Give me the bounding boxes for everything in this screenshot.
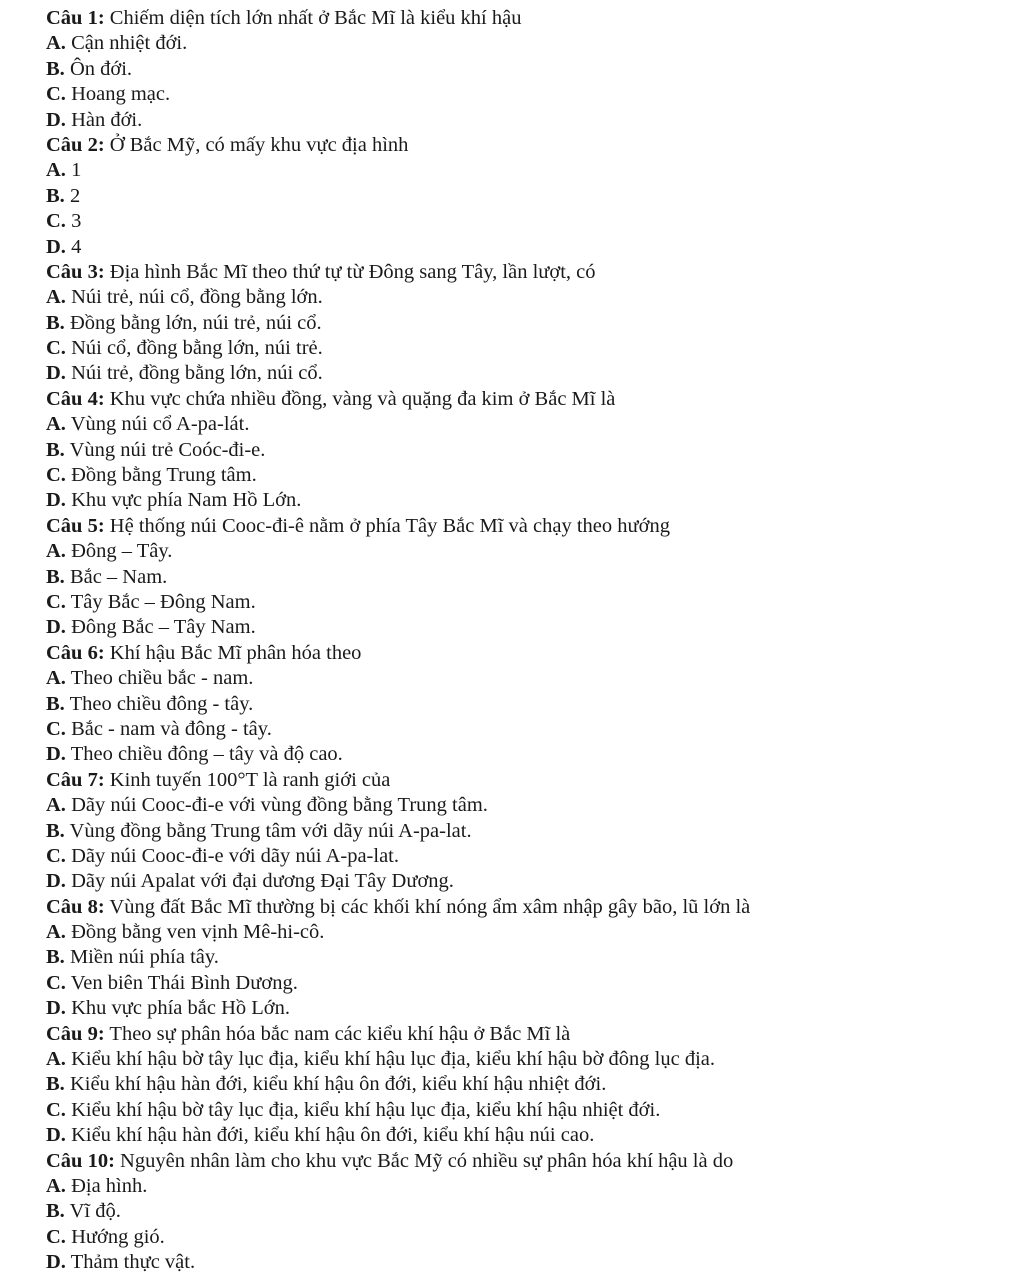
option-text: Núi trẻ, núi cổ, đồng bằng lớn. — [65, 286, 323, 309]
answer-option — [46, 971, 1006, 996]
option-letter: D. — [46, 870, 66, 893]
question-stem — [46, 1149, 1006, 1174]
option-letter: A. — [46, 32, 66, 55]
answer-option — [46, 488, 1006, 513]
option-text: Kiểu khí hậu hàn đới, kiểu khí hậu ôn đới, kiểu khí hậu núi cao. — [65, 1124, 595, 1147]
answer-option — [46, 235, 1006, 260]
question-text: Kinh tuyến 100°T là ranh giới của — [104, 768, 391, 791]
question-text: Hệ thống núi Cooc-đi-ê nằm ở phía Tây Bắc Mĩ và chạy theo hướng — [104, 514, 670, 537]
option-letter: D. — [46, 1124, 66, 1147]
option-letter: D. — [46, 235, 66, 258]
option-text: Kiểu khí hậu hàn đới, kiểu khí hậu ôn đới, kiểu khí hậu nhiệt đới. — [64, 1073, 607, 1096]
option-text: Vùng núi trẻ Coóc-đi-e. — [64, 438, 266, 461]
answer-option — [46, 615, 1006, 640]
option-letter: B. — [46, 57, 65, 80]
option-text: Đồng bằng ven vịnh Mê-hi-cô. — [65, 921, 325, 944]
option-text: Vĩ độ. — [64, 1200, 121, 1223]
option-letter: C. — [46, 210, 66, 233]
question-2 — [46, 133, 1006, 260]
answer-option — [46, 438, 1006, 463]
question-8 — [46, 895, 1006, 1022]
option-letter: A. — [46, 159, 66, 182]
answer-option — [46, 31, 1006, 56]
option-letter: A. — [46, 794, 66, 817]
option-text: Khu vực phía bắc Hồ Lớn. — [65, 997, 290, 1020]
answer-option — [46, 463, 1006, 488]
option-text: Cận nhiệt đới. — [65, 32, 188, 55]
option-text: Dãy núi Cooc-đi-e với vùng đồng bằng Trung tâm. — [65, 794, 488, 817]
answer-option — [46, 184, 1006, 209]
question-text: Vùng đất Bắc Mĩ thường bị các khối khí nóng ẩm xâm nhập gây bão, lũ lớn là — [104, 895, 751, 918]
question-stem — [46, 260, 1006, 285]
option-text: Hàn đới. — [65, 108, 143, 131]
option-letter: C. — [46, 83, 66, 106]
question-label: Câu 2: — [46, 133, 105, 156]
option-letter: D. — [46, 743, 66, 766]
option-text: Tây Bắc – Đông Nam. — [65, 590, 256, 613]
option-letter: A. — [46, 540, 66, 563]
option-text: Theo chiều đông - tây. — [64, 692, 254, 715]
option-text: Theo chiều đông – tây và độ cao. — [65, 743, 343, 766]
option-letter: B. — [46, 311, 65, 334]
option-text: Vùng núi cổ A-pa-lát. — [65, 413, 250, 436]
question-3 — [46, 260, 1006, 387]
option-letter: B. — [46, 1200, 65, 1223]
option-letter: A. — [46, 1174, 66, 1197]
option-letter: C. — [46, 717, 66, 740]
question-10 — [46, 1149, 1006, 1276]
option-text: Đồng bằng lớn, núi trẻ, núi cổ. — [64, 311, 322, 334]
option-text: 4 — [65, 235, 82, 258]
answer-option — [46, 108, 1006, 133]
answer-option — [46, 1123, 1006, 1148]
option-letter: A. — [46, 1048, 66, 1071]
question-9 — [46, 1022, 1006, 1149]
option-letter: C. — [46, 844, 66, 867]
quiz-document — [46, 6, 1006, 1276]
question-7 — [46, 768, 1006, 895]
answer-option — [46, 819, 1006, 844]
answer-option — [46, 666, 1006, 691]
question-stem — [46, 133, 1006, 158]
option-letter: A. — [46, 286, 66, 309]
option-text: Miền núi phía tây. — [64, 946, 219, 969]
question-text: Nguyên nhân làm cho khu vực Bắc Mỹ có nhiều sự phân hóa khí hậu là do — [114, 1149, 734, 1172]
option-text: Khu vực phía Nam Hồ Lớn. — [65, 489, 302, 512]
option-text: Núi cổ, đồng bằng lớn, núi trẻ. — [65, 337, 323, 360]
question-stem — [46, 514, 1006, 539]
option-letter: B. — [46, 819, 65, 842]
answer-option — [46, 920, 1006, 945]
option-text: Bắc - nam và đông - tây. — [65, 717, 272, 740]
question-stem — [46, 895, 1006, 920]
option-text: Đồng bằng Trung tâm. — [65, 464, 257, 487]
option-text: Thảm thực vật. — [65, 1251, 196, 1274]
question-5 — [46, 514, 1006, 641]
question-text: Khí hậu Bắc Mĩ phân hóa theo — [104, 641, 362, 664]
question-6 — [46, 641, 1006, 768]
question-label: Câu 8: — [46, 895, 105, 918]
question-text: Địa hình Bắc Mĩ theo thứ tự từ Đông sang Tây, lần lượt, có — [104, 260, 596, 283]
option-letter: A. — [46, 921, 66, 944]
option-letter: C. — [46, 1098, 66, 1121]
option-text: Dãy núi Apalat với đại dương Đại Tây Dương. — [65, 870, 454, 893]
option-letter: B. — [46, 692, 65, 715]
option-text: Dãy núi Cooc-đi-e với dãy núi A-pa-lat. — [65, 844, 400, 867]
option-letter: D. — [46, 1251, 66, 1274]
option-letter: C. — [46, 971, 66, 994]
option-text: Hoang mạc. — [65, 83, 171, 106]
option-letter: C. — [46, 464, 66, 487]
option-text: Kiểu khí hậu bờ tây lục địa, kiểu khí hậu lục địa, kiểu khí hậu bờ đông lục địa. — [65, 1048, 716, 1071]
question-stem — [46, 768, 1006, 793]
option-letter: D. — [46, 362, 66, 385]
question-stem — [46, 641, 1006, 666]
answer-option — [46, 1199, 1006, 1224]
answer-option — [46, 412, 1006, 437]
option-letter: B. — [46, 438, 65, 461]
question-label: Câu 3: — [46, 260, 105, 283]
option-letter: D. — [46, 489, 66, 512]
question-label: Câu 5: — [46, 514, 105, 537]
option-letter: C. — [46, 337, 66, 360]
answer-option — [46, 311, 1006, 336]
option-letter: D. — [46, 108, 66, 131]
answer-option — [46, 539, 1006, 564]
option-text: Hướng gió. — [65, 1225, 165, 1248]
option-text: Ven biên Thái Bình Dương. — [65, 971, 298, 994]
answer-option — [46, 158, 1006, 183]
question-1 — [46, 6, 1006, 133]
option-text: 2 — [64, 184, 81, 207]
option-letter: B. — [46, 946, 65, 969]
option-text: Địa hình. — [65, 1174, 148, 1197]
option-text: Theo chiều bắc - nam. — [65, 667, 254, 690]
answer-option — [46, 1047, 1006, 1072]
answer-option — [46, 996, 1006, 1021]
answer-option — [46, 565, 1006, 590]
option-text: Ôn đới. — [64, 57, 133, 80]
question-text: Ở Bắc Mỹ, có mấy khu vực địa hình — [104, 133, 409, 156]
answer-option — [46, 945, 1006, 970]
answer-option — [46, 1072, 1006, 1097]
answer-option — [46, 844, 1006, 869]
answer-option — [46, 285, 1006, 310]
answer-option — [46, 336, 1006, 361]
answer-option — [46, 1174, 1006, 1199]
question-label: Câu 9: — [46, 1022, 105, 1045]
question-label: Câu 6: — [46, 641, 105, 664]
answer-option — [46, 1098, 1006, 1123]
question-text: Khu vực chứa nhiều đồng, vàng và quặng đa kim ở Bắc Mĩ là — [104, 387, 616, 410]
answer-option — [46, 869, 1006, 894]
option-letter: D. — [46, 616, 66, 639]
question-label: Câu 4: — [46, 387, 105, 410]
option-text: Núi trẻ, đồng bằng lớn, núi cổ. — [65, 362, 323, 385]
question-stem — [46, 1022, 1006, 1047]
option-letter: C. — [46, 1225, 66, 1248]
answer-option — [46, 361, 1006, 386]
option-letter: D. — [46, 997, 66, 1020]
question-text: Chiếm diện tích lớn nhất ở Bắc Mĩ là kiểu khí hậu — [104, 7, 522, 29]
option-letter: B. — [46, 565, 65, 588]
answer-option — [46, 1250, 1006, 1275]
question-stem — [46, 6, 1006, 31]
option-letter: C. — [46, 590, 66, 613]
answer-option — [46, 793, 1006, 818]
option-text: Kiểu khí hậu bờ tây lục địa, kiểu khí hậu lục địa, kiểu khí hậu nhiệt đới. — [65, 1098, 661, 1121]
option-letter: B. — [46, 184, 65, 207]
option-letter: A. — [46, 413, 66, 436]
option-text: 3 — [65, 210, 82, 233]
answer-option — [46, 742, 1006, 767]
answer-option — [46, 590, 1006, 615]
option-letter: A. — [46, 667, 66, 690]
question-4 — [46, 387, 1006, 514]
question-label: Câu 7: — [46, 768, 105, 791]
option-text: Bắc – Nam. — [64, 565, 168, 588]
answer-option — [46, 692, 1006, 717]
answer-option — [46, 57, 1006, 82]
option-text: Vùng đồng bằng Trung tâm với dãy núi A-pa-lat. — [64, 819, 472, 842]
answer-option — [46, 209, 1006, 234]
option-text: Đông – Tây. — [65, 540, 173, 563]
option-text: Đông Bắc – Tây Nam. — [65, 616, 256, 639]
answer-option — [46, 717, 1006, 742]
question-label: Câu 1: — [46, 7, 105, 29]
answer-option — [46, 82, 1006, 107]
question-stem — [46, 387, 1006, 412]
option-letter: B. — [46, 1073, 65, 1096]
question-label: Câu 10: — [46, 1149, 115, 1172]
answer-option — [46, 1225, 1006, 1250]
option-text: 1 — [65, 159, 82, 182]
question-text: Theo sự phân hóa bắc nam các kiểu khí hậu ở Bắc Mĩ là — [104, 1022, 571, 1045]
